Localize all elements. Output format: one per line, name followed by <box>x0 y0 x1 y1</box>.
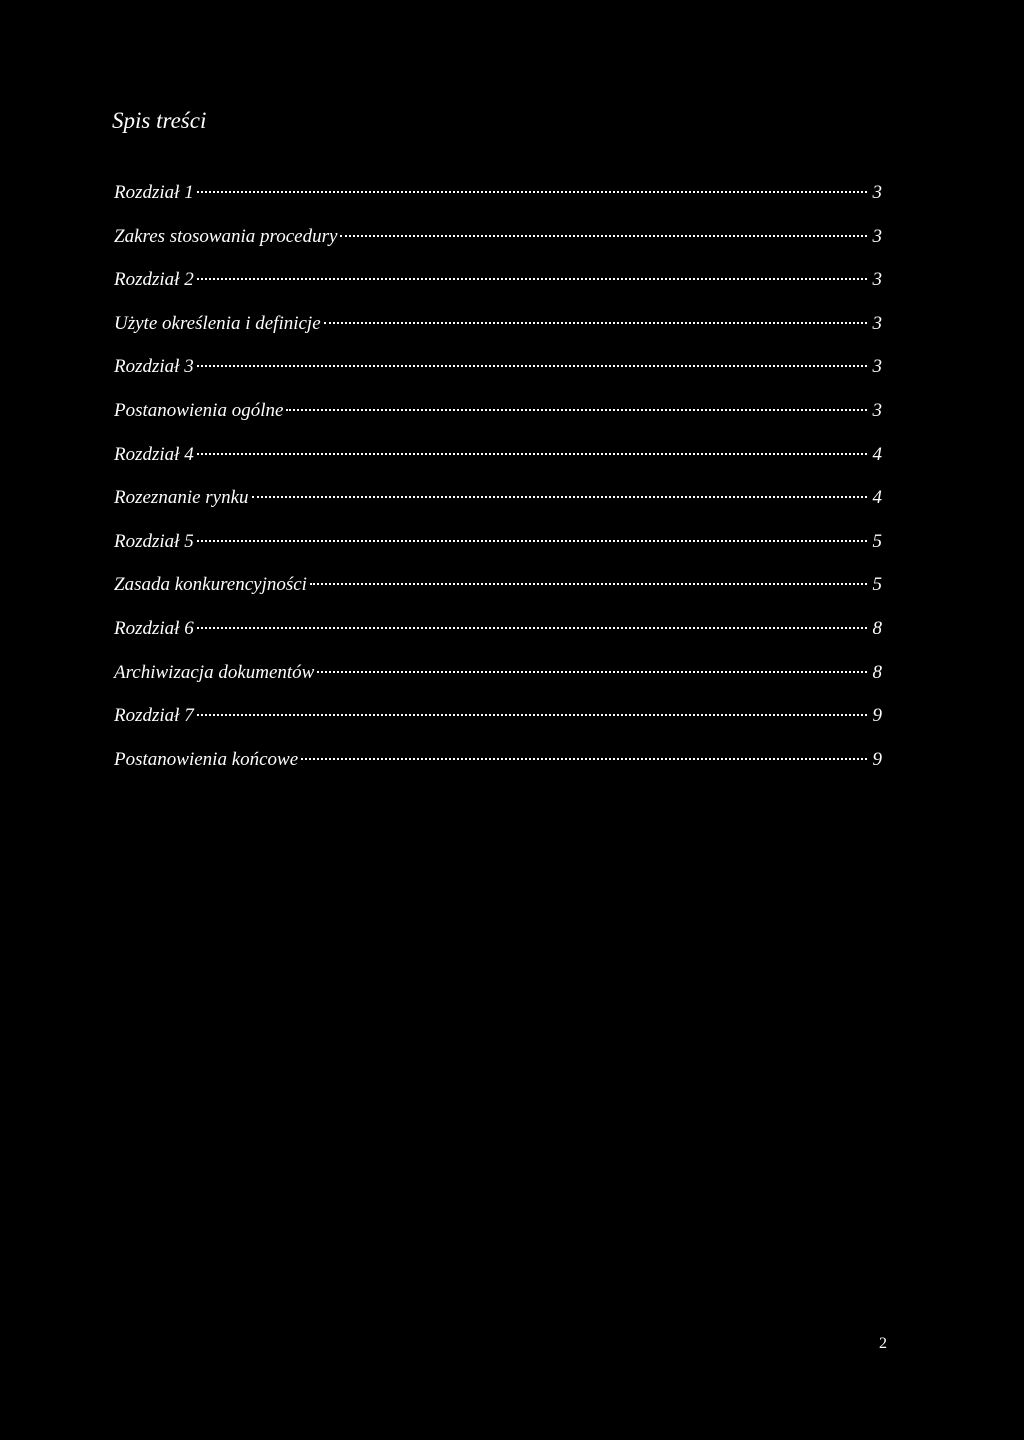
dot-leader <box>340 235 867 237</box>
toc-entry-label: Rozdział 4 <box>114 443 194 465</box>
toc-entry-page: 9 <box>872 748 882 770</box>
dot-leader <box>197 627 867 629</box>
dot-leader <box>252 496 867 498</box>
toc-entry[interactable] <box>114 701 882 745</box>
toc-entry[interactable] <box>114 222 882 266</box>
dot-leader <box>197 191 867 193</box>
toc-title: Spis treści <box>112 108 207 133</box>
toc-entry-label: Rozeznanie rynku <box>114 487 249 509</box>
toc-entry-label: Użyte określenia i definicje <box>114 312 321 334</box>
toc-entry-label: Rozdział 3 <box>114 356 194 378</box>
toc-entry-label: Rozdział 2 <box>114 269 194 291</box>
toc-list <box>114 178 882 788</box>
dot-leader <box>324 322 867 324</box>
page-number: 2 <box>879 1335 887 1352</box>
toc-entry-label: Archiwizacja dokumentów <box>114 661 315 683</box>
toc-entry-page: 3 <box>872 312 882 334</box>
dot-leader <box>301 758 867 760</box>
toc-entry-page: 8 <box>872 617 882 639</box>
toc-entry-page: 3 <box>872 399 882 421</box>
toc-entry[interactable] <box>114 658 882 702</box>
toc-entry-page: 3 <box>872 356 882 378</box>
toc-entry[interactable] <box>114 265 882 309</box>
toc-entry[interactable] <box>114 527 882 571</box>
toc-entry-label: Postanowienia ogólne <box>114 399 284 421</box>
dot-leader <box>197 278 867 280</box>
toc-entry[interactable] <box>114 745 882 789</box>
toc-entry[interactable] <box>114 440 882 484</box>
toc-entry-page: 3 <box>872 225 882 247</box>
toc-entry-label: Postanowienia końcowe <box>114 748 299 770</box>
toc-entry-label: Rozdział 5 <box>114 530 194 552</box>
dot-leader <box>197 365 867 367</box>
dot-leader <box>310 583 867 585</box>
toc-entry-page: 9 <box>872 705 882 727</box>
toc-entry[interactable] <box>114 396 882 440</box>
dot-leader <box>197 714 867 716</box>
toc-entry-page: 5 <box>872 574 882 596</box>
toc-entry-label: Zakres stosowania procedury <box>114 225 338 247</box>
toc-entry-page: 3 <box>872 182 882 203</box>
toc-entry-page: 8 <box>872 661 882 683</box>
toc-entry-label: Rozdział 7 <box>114 705 194 727</box>
toc-entry-page: 4 <box>872 443 882 465</box>
toc-entry[interactable] <box>114 309 882 353</box>
toc-entry[interactable] <box>114 352 882 396</box>
toc-entry-page: 5 <box>872 530 882 552</box>
toc-entry-label: Rozdział 6 <box>114 617 194 639</box>
dot-leader <box>317 671 867 673</box>
toc-entry[interactable] <box>114 570 882 614</box>
toc-entry-page: 4 <box>872 487 882 509</box>
toc-entry[interactable] <box>114 614 882 658</box>
toc-entry-label: Zasada konkurencyjności <box>114 574 307 596</box>
toc-entry-page: 3 <box>872 269 882 291</box>
dot-leader <box>286 409 867 411</box>
toc-entry[interactable] <box>114 483 882 527</box>
toc-entry-label: Rozdział 1 <box>114 182 194 203</box>
dot-leader <box>197 540 867 542</box>
toc-entry[interactable] <box>114 178 882 222</box>
dot-leader <box>197 453 867 455</box>
